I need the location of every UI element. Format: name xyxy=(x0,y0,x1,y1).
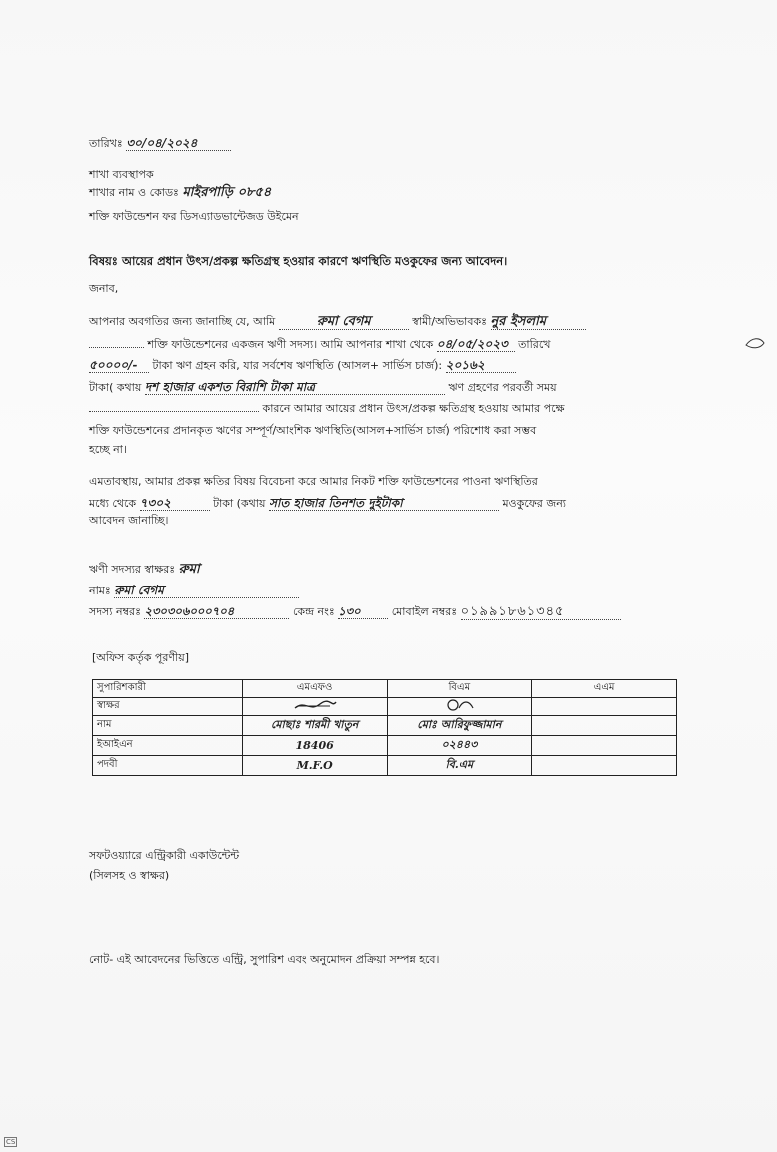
mfo-ein: 18406 xyxy=(242,736,387,756)
am-designation xyxy=(532,756,677,776)
am-signature xyxy=(532,698,677,716)
centre-label: কেন্দ্র নংঃ xyxy=(292,605,335,618)
p1-text-c: শক্তি ফাউন্ডেশনের একজন ঋণী সদস্য। আমি আপনার শাখা থেকে xyxy=(147,338,434,351)
office-use-label: [অফিস কর্তৃক পূরণীয়] xyxy=(92,651,189,664)
p1-text-h: কারনে আমার আয়ের প্রধান উৎস/প্রকল্প ক্ষতিগ্রস্থ হওয়ায় আমার পক্ষে xyxy=(262,402,565,415)
p2-text-b: মধ্যে থেকে xyxy=(89,497,137,510)
approval-table xyxy=(92,679,677,776)
header-recommender: সুপারিশকারী xyxy=(93,680,243,698)
mfo-designation: M.F.O xyxy=(242,756,387,776)
table-row xyxy=(93,736,677,756)
para1-line7: হচ্ছে না। xyxy=(89,443,127,456)
address-line-1: শাখা ব্যবস্থাপক xyxy=(89,168,154,181)
branch-value: মাইরপাড়ি ০৮৫৪ xyxy=(182,185,272,200)
bm-ein: ০২৪৪৩ xyxy=(387,736,532,756)
bm-designation: বি.এম xyxy=(387,756,532,776)
accountant-line-1: সফটওয়্যারে এন্ট্রিকারী একাউন্টেন্ট xyxy=(89,849,240,862)
para1-line2 xyxy=(89,337,684,352)
table-row xyxy=(93,698,677,716)
signature-scribble-icon xyxy=(290,698,340,712)
table-row xyxy=(93,756,677,776)
address-line-3: শক্তি ফাউন্ডেশন ফর ডিসএ্যাডভান্টেজড উইমেন xyxy=(89,210,299,223)
blank-dots xyxy=(89,347,144,348)
address-line-2 xyxy=(89,186,271,200)
name-label: নামঃ xyxy=(89,584,111,597)
p1-text-g: ঋণ গ্রহণের পরবর্তী সময় xyxy=(448,381,557,394)
para2-line2 xyxy=(89,496,689,511)
header-mfo: এমএফও xyxy=(242,680,387,698)
bm-name: মোঃ আরিফুজ্জামান xyxy=(387,716,532,736)
para1-line6: শক্তি ফাউন্ডেশনের প্রদানকৃত ঋণের সম্পূর্ণ/আংশিক ঋণস্থিতি(আসল+সার্ভিস চার্জ) পরিশোধ করা সম্ভব xyxy=(89,424,537,437)
date-line xyxy=(89,136,231,151)
balance-field: ২০১৬২ xyxy=(446,358,516,373)
para1-line3 xyxy=(89,358,684,373)
header-bm: বিএম xyxy=(387,680,532,698)
am-ein xyxy=(532,736,677,756)
p1-text-f: টাকা( কথায় xyxy=(89,381,142,394)
bm-signature xyxy=(387,698,532,716)
p1-text-e: টাকা ঋণ গ্রহন করি, যার সর্বশেষ ঋণস্থিতি (আসল+ সার্ভিস চার্জ): xyxy=(152,359,443,372)
para1-line5 xyxy=(89,402,684,416)
signature-scribble-icon xyxy=(439,698,479,712)
date-label: তারিখঃ xyxy=(89,137,123,150)
mobile-label: মোবাইল নম্বরঃ xyxy=(391,605,458,618)
pen-mark-icon xyxy=(744,335,768,353)
mfo-signature xyxy=(242,698,387,716)
table-header-row xyxy=(93,680,677,698)
waiver-words-field: সাত হাজার তিনশত দুইটাকা xyxy=(269,496,499,511)
member-signature: রুমা xyxy=(178,562,200,577)
member-name-value: রুমা বেগম xyxy=(114,583,299,598)
table-row xyxy=(93,716,677,736)
date-value: ৩০/০৪/২০২৪ xyxy=(126,136,231,151)
p2-text-c: টাকা (কথায় xyxy=(213,497,266,510)
row-label: নাম xyxy=(93,716,243,736)
mfo-name: মোছাঃ শারমী খাতুন xyxy=(242,716,387,736)
guardian-field: নুর ইসলাম xyxy=(491,315,586,330)
loan-date-field: ০৪/০৫/২০২৩ xyxy=(437,337,515,352)
scanner-watermark xyxy=(4,1138,17,1146)
scanner-logo-icon: CS xyxy=(6,1138,16,1146)
p1-text-d: তারিখে xyxy=(518,338,551,351)
member-number-line xyxy=(89,604,621,620)
para1-line4 xyxy=(89,380,684,395)
member-signature-line xyxy=(89,563,200,577)
para2-line3: আবেদন জানাচ্ছি। xyxy=(89,514,169,527)
p1-text-b: স্বামী/অভিভাবকঃ xyxy=(412,315,488,328)
member-no-label: সদস্য নম্বরঃ xyxy=(89,605,141,618)
row-label: পদবী xyxy=(93,756,243,776)
para2-line1: এমতাবস্থায়, আমার প্রকল্প ক্ষতির বিষয় বিবেচনা করে আমার নিকট শক্তি ফাউন্ডেশনের পাওনা ঋণস্থিতির xyxy=(89,475,538,488)
member-name-field: রুমা বেগম xyxy=(279,315,409,330)
subject-line: বিষয়ঃ আয়ের প্রধান উৎস/প্রকল্প ক্ষতিগ্রস্থ হওয়ার কারণে ঋণস্থিতি মওকুফের জন্য আবেদন। xyxy=(89,254,508,268)
loan-amount-field: ৫০০০০/- xyxy=(89,358,149,373)
reason-field xyxy=(89,411,259,412)
para1-line1 xyxy=(89,315,684,330)
waiver-amount-field: ৭৩০২ xyxy=(140,496,210,511)
balance-words-field: দশ হাজার একশত বিরাশি টাকা মাত্র xyxy=(145,380,445,395)
p2-text-d: মওকুফের জন্য xyxy=(502,497,566,510)
row-label: স্বাক্ষর xyxy=(93,698,243,716)
accountant-line-2: (সিলসহ ও স্বাক্ষর) xyxy=(89,869,170,882)
row-label: ইআইএন xyxy=(93,736,243,756)
mobile-value: ০১৯৯১৮৬১৩৪৫ xyxy=(461,605,621,620)
centre-value: ১৩০ xyxy=(338,604,388,619)
p1-text-a: আপনার অবগতির জন্য জানাচ্ছি যে, আমি xyxy=(89,315,276,328)
branch-label: শাখার নাম ও কোডঃ xyxy=(89,186,179,199)
header-am: এএম xyxy=(532,680,677,698)
member-no-value: ২৩০৩০৬০০০৭০৪ xyxy=(144,604,289,619)
member-name-line xyxy=(89,583,299,598)
salutation: জনাব, xyxy=(89,282,119,295)
am-name xyxy=(532,716,677,736)
note-line: নোট- এই আবেদনের ভিত্তিতে এন্ট্রি, সুপারিশ এবং অনুমোদন প্রক্রিয়া সম্পন্ন হবে। xyxy=(89,953,440,966)
signature-label: ঋণী সদস্যর স্বাক্ষরঃ xyxy=(89,563,176,576)
